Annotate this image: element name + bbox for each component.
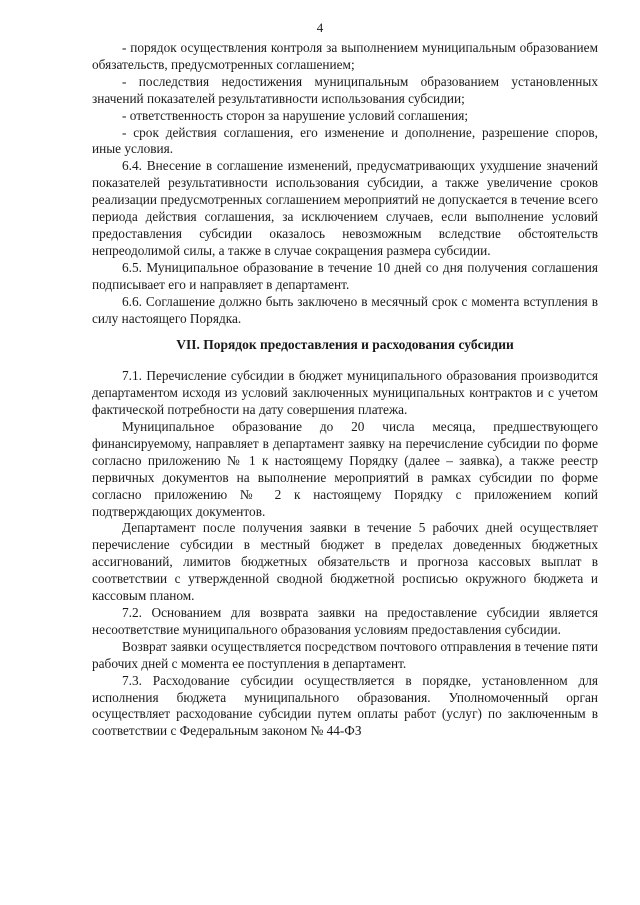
document-body bbox=[92, 40, 598, 740]
section-title: VII. Порядок предоставления и расходования субсидии bbox=[176, 337, 514, 353]
paragraph: Департамент после получения заявки в течение 5 рабочих дней осуществляет перечисление субсидии в местный бюджет в пределах доведенных бюджетных ассигнований, лимитов бюджетных обязательств и прогноза кассовых выплат в соответствии с утвержденной сводной бюджетной росписью окружного бюджета и кассовым планом. bbox=[92, 520, 598, 604]
page-number: 4 bbox=[316, 20, 324, 35]
paragraph: - порядок осуществления контроля за выполнением муниципальным образованием обязательств, предусмотренных соглашением; bbox=[92, 40, 598, 72]
paragraph: 7.3. Расходование субсидии осуществляется в порядке, установленном для исполнения бюджета муниципального образования. Уполномоченный орган осуществляет расходование субсидии путем оплаты работ (услуг) по заключенным в соответствии с Федеральным законом № 44-ФЗ bbox=[92, 672, 598, 739]
paragraph: 7.2. Основанием для возврата заявки на предоставление субсидии является несоответствие муниципального образования условиям предоставления субсидии. bbox=[92, 605, 598, 637]
paragraph: Возврат заявки осуществляется посредством почтового отправления в течение пяти рабочих дней с момента ее поступления в департамент. bbox=[92, 638, 598, 671]
paragraph: Муниципальное образование до 20 числа месяца, предшествующего финансируемому, направляет в департамент заявку на перечисление субсидии по форме согласно приложению № 1 к настоящему Порядку (далее – заявка), а также реестр первичных документов на выполнение мероприятий в рамках субсидии по форме согласно приложению № 2 к настоящему Порядку с приложением копий подтверждающих документов. bbox=[92, 419, 598, 519]
paragraph: 6.4. Внесение в соглашение изменений, предусматривающих ухудшение значений показателей результативности использования субсидии, а также увеличение сроков реализации предусмотренных соглашением мероприятий не допускается в течение всего периода действия соглашения, за исключением случаев, если выполнение условий предоставления субсидии оказалось невозможным вследствие обстоятельств непреодолимой силы, а также в случае сокращения размера субсидии. bbox=[92, 158, 598, 258]
paragraph: - последствия недостижения муниципальным образованием установленных значений показателей результативности использования субсидии; bbox=[92, 73, 598, 106]
paragraph: 6.6. Соглашение должно быть заключено в месячный срок с момента вступления в силу настоящего Порядка. bbox=[92, 293, 598, 326]
paragraph: - ответственность сторон за нарушение условий соглашения; bbox=[122, 107, 469, 123]
paragraph: 7.1. Перечисление субсидии в бюджет муниципального образования производится департаментом исходя из условий заключенных муниципальных контрактов и с учетом фактической потребности на дату совершения платежа. bbox=[92, 368, 598, 418]
paragraph: 6.5. Муниципальное образование в течение 10 дней со дня получения соглашения подписывает его и направляет в департамент. bbox=[92, 259, 598, 292]
paragraph: - срок действия соглашения, его изменение и дополнение, разрешение споров, иные условия. bbox=[92, 124, 598, 157]
